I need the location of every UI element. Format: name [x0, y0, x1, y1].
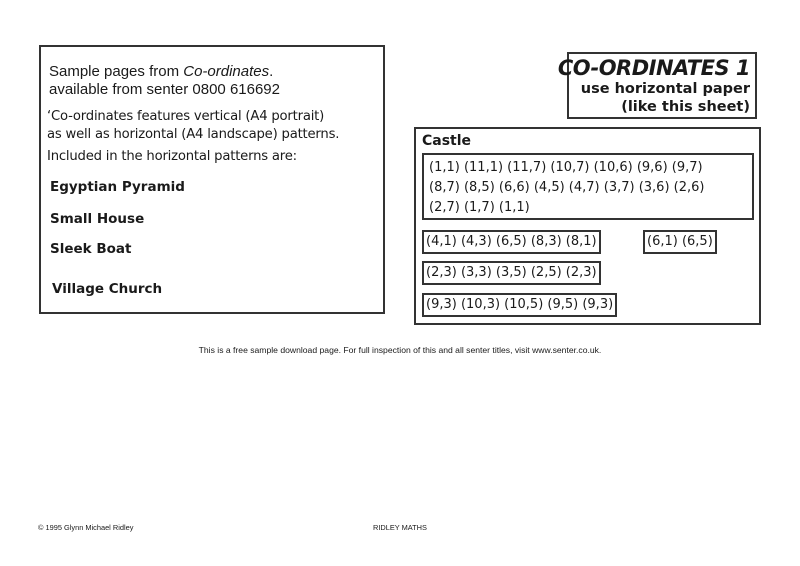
features-line-2: as well as horizontal (A4 landscape) patterns. [47, 127, 340, 142]
download-notice: This is a free sample download page. For full inspection of this and all senter titles, visit www.senter.co.uk. [198, 345, 602, 355]
sample-line [49, 63, 273, 80]
included-line: Included in the horizontal patterns are: [47, 149, 297, 164]
right-window-coordinate-box: (9,3) (10,3) (10,5) (9,5) (9,3) [422, 293, 617, 317]
availability-line: available from senter 0800 616692 [49, 81, 280, 98]
subtitle-line-2: (like this sheet) [621, 99, 750, 115]
door-line-coordinate-box: (6,1) (6,5) [643, 230, 717, 254]
info-box [39, 45, 385, 314]
pattern-item: Small House [50, 211, 145, 227]
castle-box [414, 127, 761, 325]
pattern-item: Village Church [52, 281, 163, 297]
left-window-coordinate-box: (2,3) (3,3) (3,5) (2,5) (2,3) [422, 261, 601, 285]
copyright-footer: © 1995 Glynn Michael Ridley [38, 523, 134, 532]
sample-suffix: . [269, 63, 274, 80]
features-line-1: ‘Co-ordinates features vertical (A4 portrait) [47, 109, 325, 124]
coordinate-line: (1,1) (11,1) (11,7) (10,7) (10,6) (9,6) (9,7) [429, 160, 703, 175]
pattern-item: Sleek Boat [50, 241, 132, 257]
coordinate-line: (2,7) (1,7) (1,1) [429, 200, 530, 215]
page-title: CO-ORDINATES 1 [557, 56, 750, 80]
coordinate-line: (8,7) (8,5) (6,6) (4,5) (4,7) (3,7) (3,6) (2,6) [429, 180, 705, 195]
book-title: Co-ordinates [183, 63, 270, 80]
subtitle-line-1: use horizontal paper [580, 81, 750, 97]
sample-prefix: Sample pages from [49, 63, 184, 80]
castle-heading: Castle [422, 133, 472, 149]
pattern-item: Egyptian Pyramid [50, 179, 185, 195]
main-coordinate-box [422, 153, 754, 220]
brand-footer: RIDLEY MATHS [373, 523, 427, 532]
door-coordinate-box: (4,1) (4,3) (6,5) (8,3) (8,1) [422, 230, 601, 254]
title-box [557, 52, 757, 119]
